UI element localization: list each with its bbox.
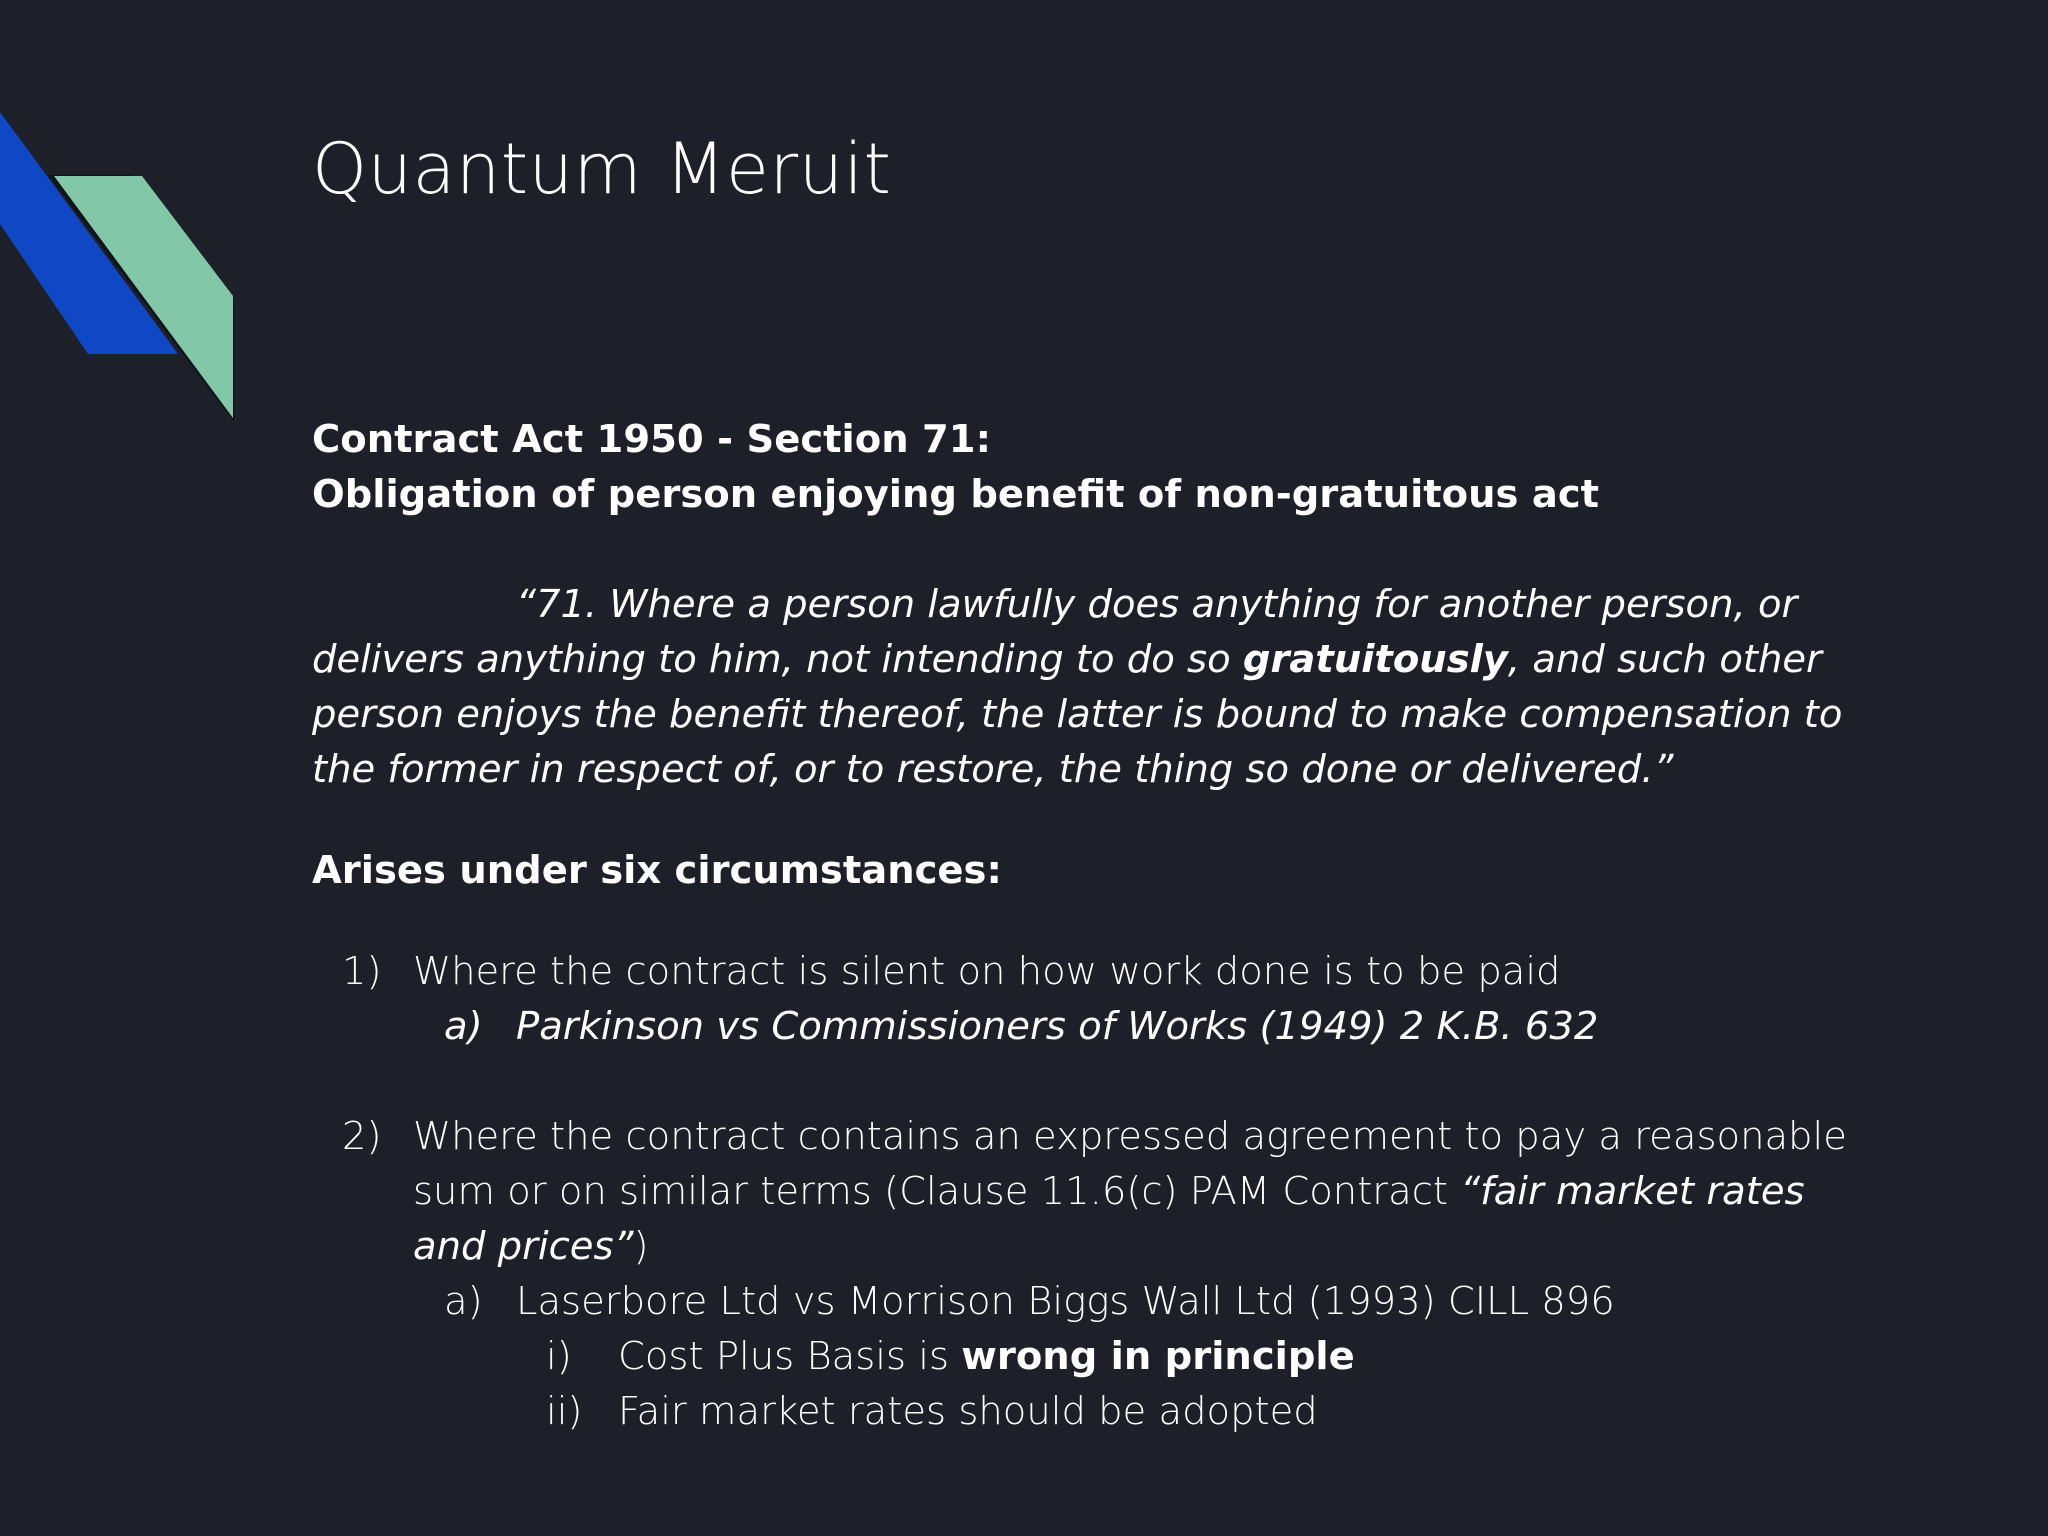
quote-emphasis: gratuitously	[1242, 637, 1508, 682]
quote-text-end: , and such other person enjoys the benefit thereof, the latter is bound to make compensation to the former in respect of, or to restore, the thing so done or delivered.”	[312, 637, 1843, 792]
case-point-numeral: ii)	[546, 1389, 583, 1434]
case-reference	[312, 1274, 1872, 1329]
case-reference-text: Parkinson vs Commissioners of Works (1949) 2 K.B. 632	[516, 1004, 1599, 1049]
case-reference	[312, 999, 1872, 1054]
case-point	[312, 1329, 1872, 1384]
case-reference-letter: a)	[444, 1004, 483, 1049]
slide-title: Quantum Meruit	[312, 128, 892, 210]
case-reference-text: Laserbore Ltd vs Morrison Biggs Wall Ltd (1993) CILL 896	[516, 1279, 1615, 1324]
list-item-number: 1)	[342, 949, 382, 994]
list-item	[312, 944, 1872, 999]
list-item-italic-text: “fair market rates and prices”	[413, 1169, 1805, 1269]
case-point	[312, 1384, 1872, 1439]
section-heading: Contract Act 1950 - Section 71:	[312, 417, 991, 462]
case-point-emphasis: wrong in principle	[961, 1334, 1355, 1379]
circumstances-heading: Arises under six circumstances:	[312, 848, 1002, 893]
list-item	[312, 1109, 1872, 1274]
case-point-text: Fair market rates should be adopted	[618, 1389, 1318, 1434]
case-point-numeral: i)	[546, 1334, 572, 1379]
list-item-text: Where the contract contains an expressed agreement to pay a reasonable sum or on similar terms (Clause 11.6(c) PAM Contract	[413, 1114, 1847, 1214]
list-item-number: 2)	[342, 1114, 382, 1159]
section-subheading: Obligation of person enjoying benefit of non-gratuitous act	[312, 472, 1600, 517]
section-71-quote	[312, 577, 1872, 797]
corner-decoration	[0, 0, 240, 430]
quote-text-start: “71. Where a person lawfully does anything for another person, or delivers anything to him, not intending to do so	[312, 582, 1798, 682]
slide-content	[312, 412, 1872, 1439]
list-item-text-end: )	[633, 1224, 649, 1269]
case-point-text: Cost Plus Basis is	[618, 1334, 962, 1379]
case-reference-letter: a)	[444, 1279, 483, 1324]
list-item-text: Where the contract is silent on how work done is to be paid	[413, 949, 1561, 994]
